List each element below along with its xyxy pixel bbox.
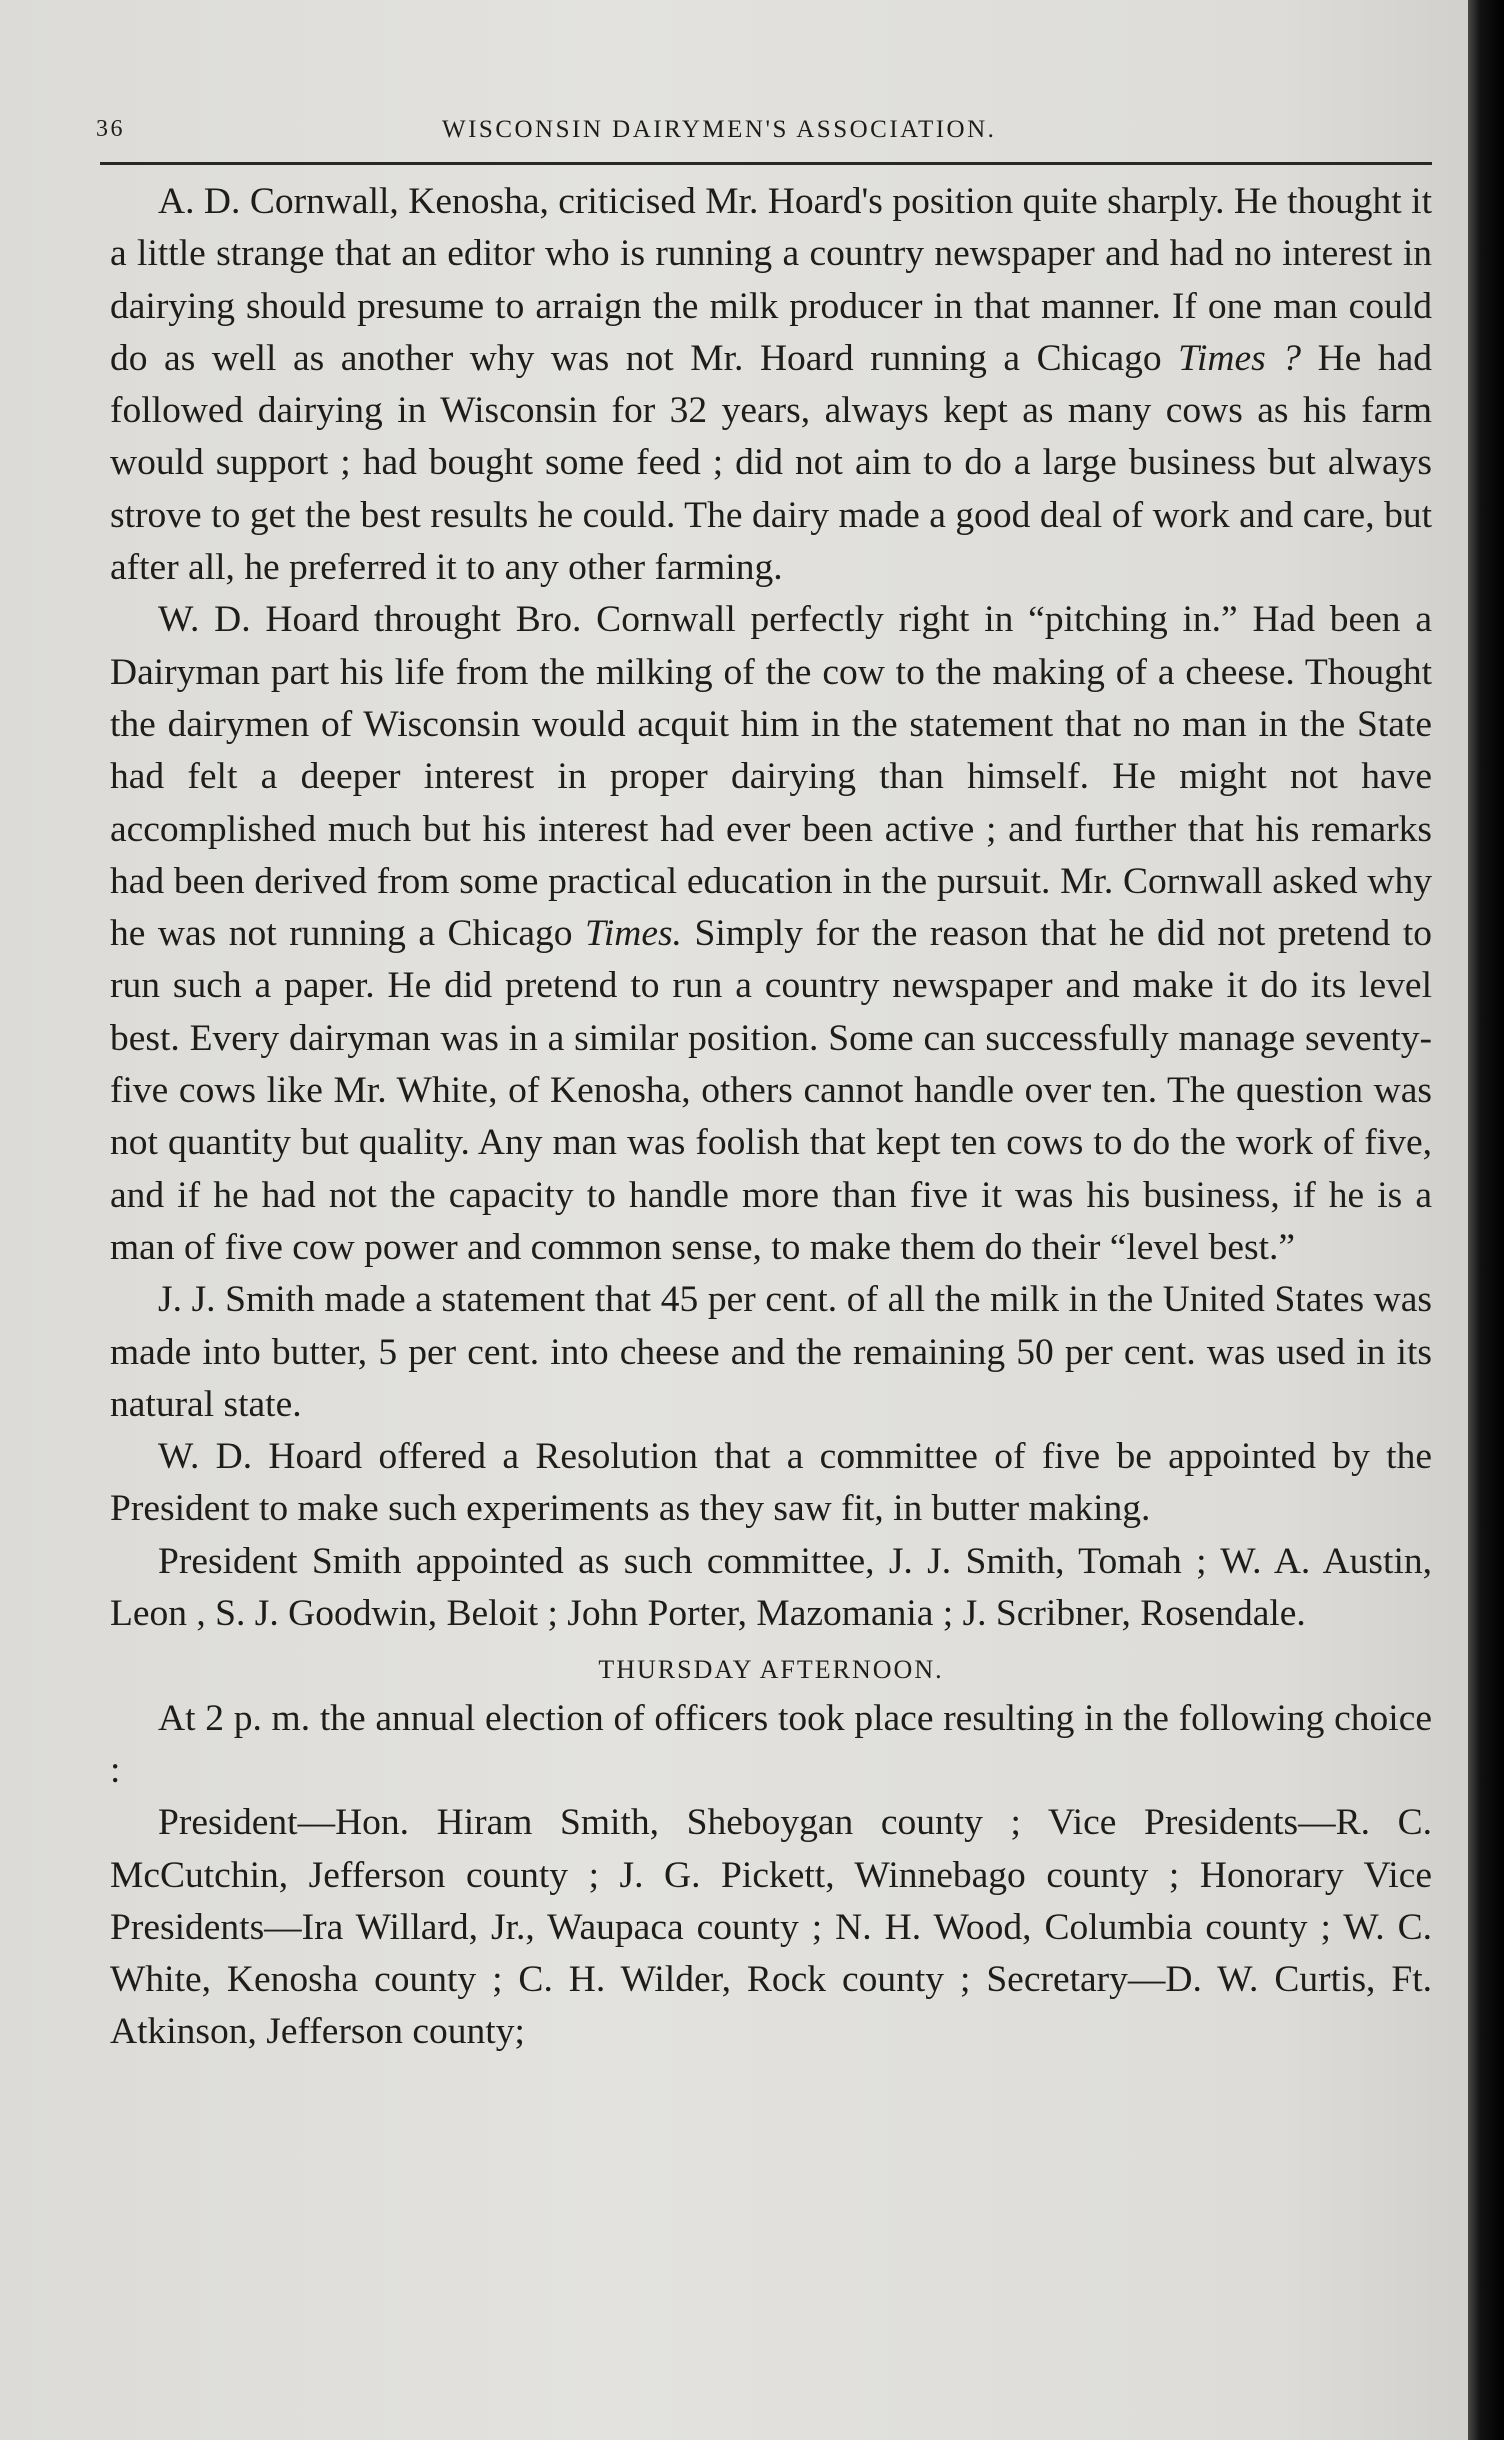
paragraph-cornwall: A. D. Cornwall, Kenosha, criticised Mr. Hoard's position quite sharply. He thought it a little strange that an editor who is running a country newspaper and had no interest in dairying should presume to arraign the milk producer in that manner. If one man could do as well as another why was not Mr. Hoard running a Chicago Times ? He had followed dairying in Wisconsin for 32 years, always kept as many cows as his farm would support ; had bought some feed ; did not aim to do a large business but always strove to get the best results he could. The dairy made a good deal of work and care, but after all, he preferred it to any other farming. [110,181,1432,589]
running-header [96,104,1432,156]
paragraph-committee: President Smith appointed as such committee, J. J. Smith, Tomah ; W. A. Austin, Leon , S. J. Goodwin, Beloit ; John Porter, Mazomania ; J. Scribner, Rosendale. [110,1540,1432,1635]
body-text [110,176,1432,2059]
running-title: WISCONSIN DAIRYMEN'S ASSOCIATION. [442,116,997,143]
italic-newspaper-title: Times ? [1178,337,1302,379]
paragraph-resolution: W. D. Hoard offered a Resolution that a committee of five be appointed by the President to make such experiments as they saw fit, in butter making. [110,1436,1432,1530]
book-binding-edge [1468,0,1504,2440]
paragraph-officers: President—Hon. Hiram Smith, Sheboygan county ; Vice Presidents—R. C. McCutchin, Jefferson county ; J. G. Pickett, Winnebago county ; Honorary Vice Presidents—Ira Willard, Jr., Waupaca county ; N. H. Wood, Columbia county ; W. C. White, Kenosha county ; C. H. Wilder, Rock county ; Secretary—D. W. Curtis, Ft. Atkinson, Jefferson county; [110,1802,1432,2053]
paragraph-hoard-reply: W. D. Hoard throught Bro. Cornwall perfectly right in “pitching in.” Had been a Dairyman part his life from the milking of the cow to the making of a cheese. Thought the dairymen of Wisconsin would acquit him in the statement that no man in the State had felt a deeper interest in proper dairying than himself. He might not have accomplished much but his interest had ever been active ; and further that his remarks had been derived from some practical education in the pursuit. Mr. Cornwall asked why he was not running a Chicago Times. Simply for the reason that he did not pretend to run such a paper. He did pretend to run a country newspaper and make it do its level best. Every dairyman was in a similar position. Some can successfully manage seventy-five cows like Mr. White, of Kenosha, others cannot handle over ten. The question was not quantity but quality. Any man was foolish that kept ten cows to do the work of five, and if he had not the capacity to handle more than five it was his business, if he is a man of five cow power and common sense, to make them do their “level best.” [110,599,1432,1268]
italic-newspaper-title: Times. [585,913,682,955]
page-number: 36 [96,116,125,142]
header-rule [100,162,1432,165]
section-heading: THURSDAY AFTERNOON. [598,1655,944,1685]
page-content [96,104,1432,2059]
paragraph-election: At 2 p. m. the annual election of officers took place resulting in the following choice : [110,1697,1432,1791]
paragraph-smith-statement: J. J. Smith made a statement that 45 per cent. of all the milk in the United States was made into butter, 5 per cent. into cheese and the remaining 50 per cent. was used in its natural state. [110,1279,1432,1425]
